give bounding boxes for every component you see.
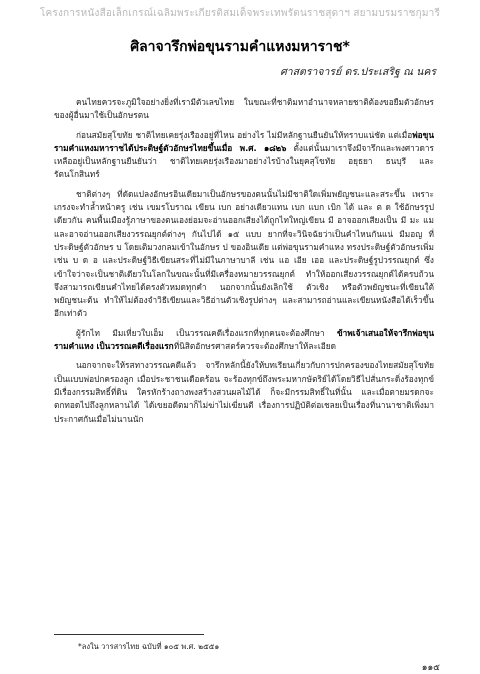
author-byline: ศาสตราจารย์ ดร.ประเสริฐ ณ นคร — [280, 66, 436, 78]
paragraph-4-lead: ผู้รักไท มีมเหี่ยวใบเอ็ม เป็นวรรณคดีเรื่องแรกที่ทุกคนจะต้องศึกษา — [76, 327, 337, 338]
paragraph-4 — [54, 327, 434, 354]
article-body — [54, 96, 434, 432]
page-number: ๑๑๕ — [421, 663, 440, 673]
paragraph-2-tail: ตั้งแต่นั้นมาเราจึงมีจารึกและพงศาวดารเหลืออยู่เป็นหลักฐานยืนยันว่า ชาติไทยเคยรุ่งเรืองมาอย่างไรบ้างในยุคสุโขทัย อยุธยา ธนบุรี และรัตนโกสินทร์ — [54, 142, 434, 180]
footnote-divider — [54, 634, 204, 635]
paragraph-4-emphasis: ข้าพเจ้าเสนอให้จารึกพ่อขุนรามคำแหง เป็นวรรณคดีเรื่องแรก — [54, 327, 434, 352]
footnote: *ลงใน วารสารไทย ฉบับที่ ๑๐๕ พ.ศ. ๒๕๕๑ — [78, 642, 220, 651]
paragraph-2-lead: ก่อนสมัยสุโขทัย ชาติไทยเคยรุ่งเรืองอยู่ที่ไหน อย่างไร ไม่มีหลักฐานยืนยันให้ทราบแน่ชัด แต่เมื่อ — [76, 129, 413, 140]
paragraph-1: คนไทยควรจะภูมิใจอย่างยิ่งที่เรามีตัวเลขไทย ในขณะที่ชาติมหาอำนาจหลายชาติต้องขอยืมตัวอักษรของผู้อื่นมาใช้เป็นอักษรตน — [54, 97, 434, 121]
article-title: ศิลาจารึกพ่อขุนรามคำแหงมหาราช* — [130, 39, 350, 55]
paragraph-2-emphasis: พ่อขุนรามคำแหงมหาราชได้ประดิษฐ์ตัวอักษรไทยขึ้นเมื่อ พ.ศ. ๑๘๒๖ — [54, 129, 434, 153]
paragraph-4-tail: ที่นิสิตอักษรศาสตร์ควรจะต้องศึกษาให้ละเอียด — [173, 341, 336, 352]
paragraph-5: นอกจากจะให้รสทางวรรณคดีแล้ว จารึกหลักนี้ยังให้บทเรียนเกี่ยวกับการปกครองของไทยสมัยสุโขทัยเป็นแบบพ่อปกครองลูก เมื่อประชาชนเดือดร้อน จะร้องทุกข์ถึงพระมหากษัตริย์ได้โดยวิธีไปสั่นกระดิ่งร้องทุกข์ มีเรื่องกรรมสิทธิ์ที่ดิน ใครหักร้างถางพงสร้างสวนผลไม้ได้ ก็จะมีกรรมสิทธิ์ในที่นั้น และเมื่อตายมรดกจะตกทอดไปถึงลูกหลานได้ ได้เขยอดีตมาก็ไม่ฆ่าไม่เฆี่ยนตี เรื่องการปฏิบัติต่อเชลยเป็นเรื่องที่นานาชาติเพิ่งมาประกาศกันเมื่อไม่นานนัก — [54, 360, 434, 424]
running-header: โครงการหนังสือเล็กเกรณ์เฉลิมพระเกียรติสมเด็จพระเทพรัตนราชสุดาฯ สยามบรมราชกุมารี — [39, 8, 441, 19]
paragraph-2 — [54, 129, 434, 182]
paragraph-3: ชาติต่างๆ ที่ดัดแปลงอักษรอินเดียมาเป็นอักษรของตนนั้นไม่มีชาติใดเพิ่มพยัญชนะและสระขึ้น เพราะเกรงจะทำล้ำหน้าครู เช่น เขมรโบราณ เขียน เบก อย่างเดียวแทน เบก แบก เบิก ได้ และ ต ด ใช้อักษรรูปเดียวกัน คนพื้นเมืองรู้ภาษาของตนเองย่อมจะอ่านออกเสียงได้ถูกไทใหญ่เขียน มี อาจออกเสียงเป็น มี มะ แม และอาจอ่านออกเสียงวรรณยุกต์ต่างๆ กันไปได้ ๑๕ แบบ ยากที่จะวินิจฉัยว่าเป็นคำไหนกันแน่ มีมอญ ที่ประดิษฐ์ตัวอักษร บ โดยเติมวงกลมเข้าในอักษร ป ของอินเดีย แต่พ่อขุนรามคำแหง ทรงประดิษฐ์ตัวอักษรเพิ่ม เช่น บ ด อ และประดิษฐ์วิธีเขียนสระที่ไม่มีในภาษาบาลี เช่น แอ เอีย เออ และประดิษฐ์รูปวรรณยุกต์ ซึ่งเข้าใจว่าจะเป็นชาติเดียวในโลกในขณะนั้นที่มีเครื่องหมายวรรณยุกต์ ทำให้ออกเสียงวรรณยุกต์ได้ครบถ้วน จึงสามารถเขียนคำไทยได้ตรงตัวหมดทุกคำ นอกจากนั้นยังเลิกใช้ ตัวเชิง หรือตัวพยัญชนะที่เขียนใต้พยัญชนะต้น ทำให้ไม่ต้องจำวิธีเขียนและวิธีอ่านตัวเชิงรูปต่างๆ และสามารถอ่านและเขียนหนังสือได้เร็วขึ้นอีกเท่าตัว — [54, 188, 434, 319]
